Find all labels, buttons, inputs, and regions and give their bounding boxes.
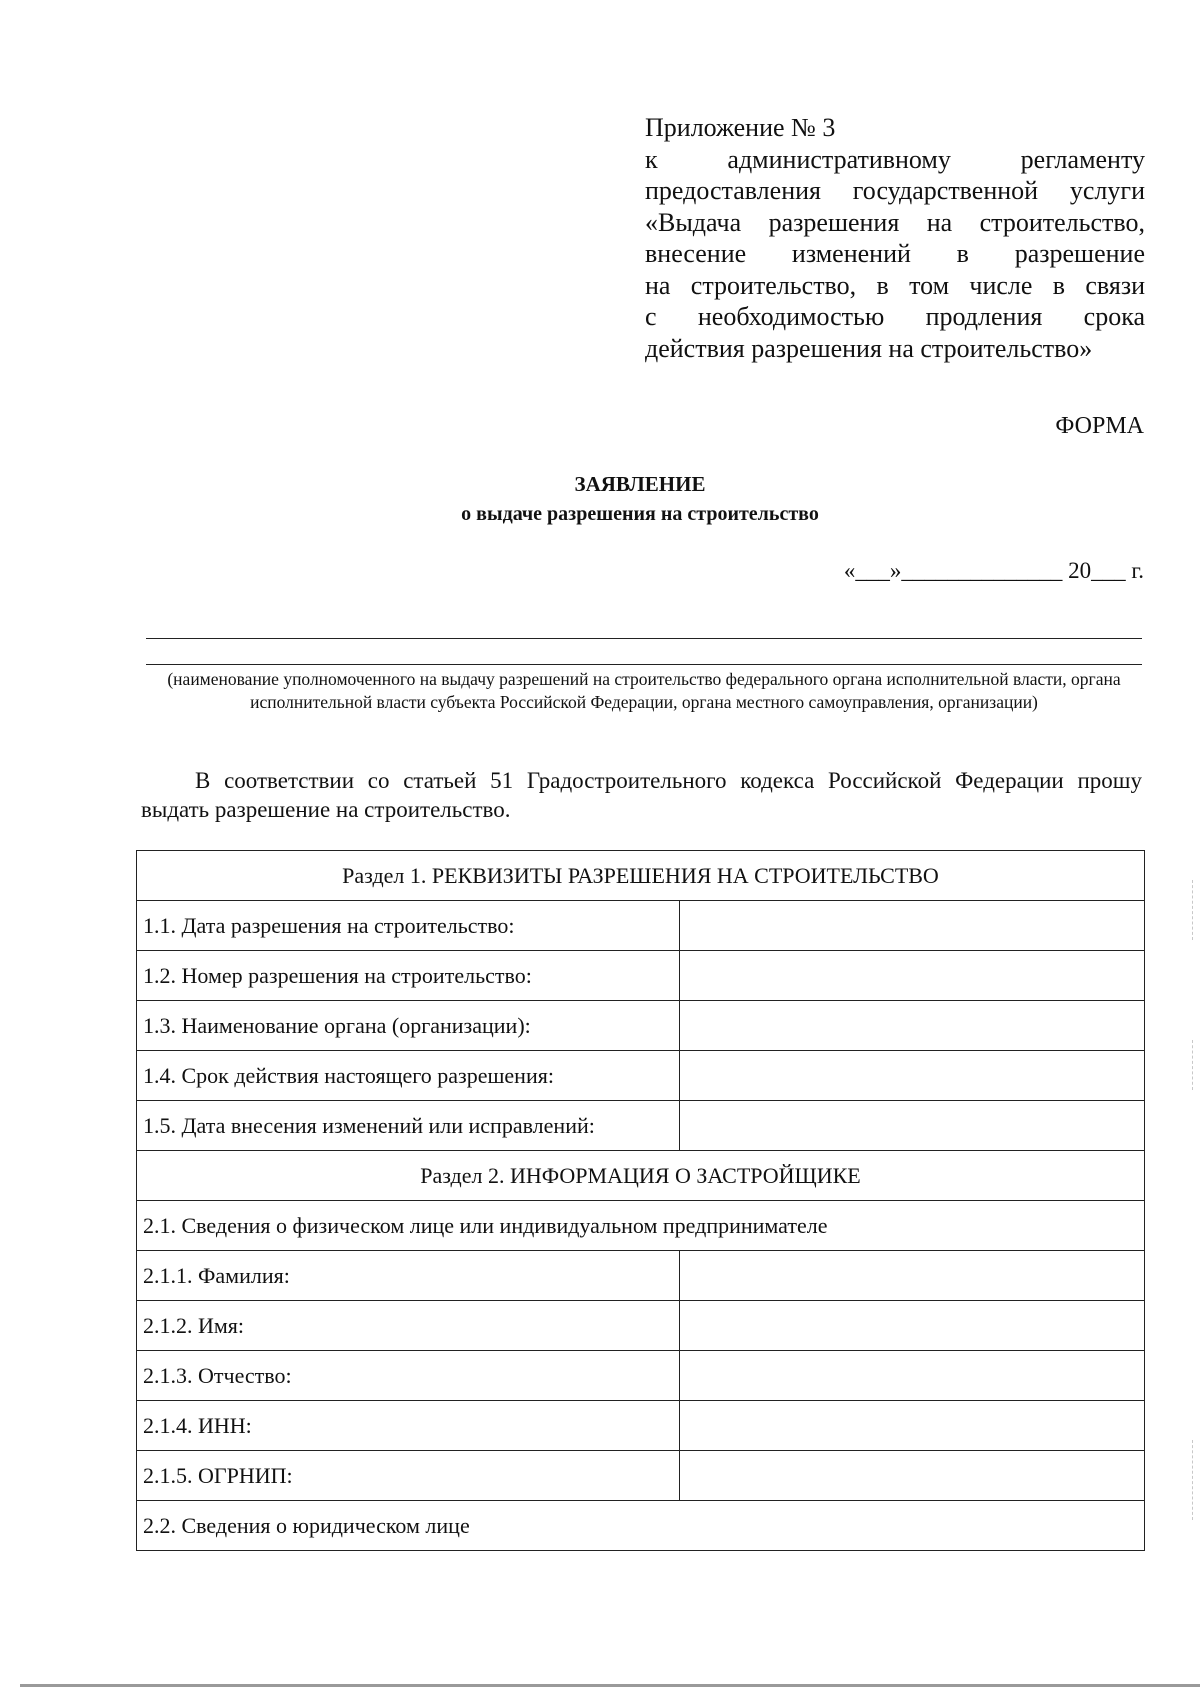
table-row [137, 1301, 1145, 1351]
appendix-line: предоставления государственной услуги [645, 176, 1145, 205]
inn-label: 2.1.4. ИНН: [137, 1401, 680, 1451]
table-row [137, 1401, 1145, 1451]
ogrnip-label: 2.1.5. ОГРНИП: [137, 1451, 680, 1501]
appendix-line: на строительство, в том числе в связи [645, 270, 1145, 300]
appendix-line: действия разрешения на строительство» [645, 333, 1093, 363]
first-name-label: 2.1.2. Имя: [137, 1301, 680, 1351]
table-row [137, 1001, 1145, 1051]
inn-field[interactable] [680, 1401, 1145, 1451]
document-subtitle: о выдаче разрешения на строительство [461, 503, 819, 525]
permit-date-label: 1.1. Дата разрешения на строительство: [137, 901, 680, 951]
table-row [137, 1451, 1145, 1501]
table-row [137, 1151, 1145, 1201]
table-row [137, 1051, 1145, 1101]
legal-entity-subheading: 2.2. Сведения о юридическом лице [137, 1501, 1145, 1551]
appendix-line: с необходимостью продления срока [645, 302, 1145, 331]
section-2-title: Раздел 2. ИНФОРМАЦИЯ О ЗАСТРОЙЩИКЕ [137, 1151, 1145, 1201]
ogrnip-field[interactable] [680, 1451, 1145, 1501]
permit-date-field[interactable] [680, 901, 1145, 951]
table-row [137, 1351, 1145, 1401]
permit-number-field[interactable] [680, 951, 1145, 1001]
scan-edge-mark [1192, 1040, 1194, 1090]
authority-name-line[interactable] [146, 664, 1142, 665]
table-row [137, 1251, 1145, 1301]
authority-label: 1.3. Наименование органа (организации): [137, 1001, 680, 1051]
individual-subheading: 2.1. Сведения о физическом лице или индивидуальном предпринимателе [137, 1201, 1145, 1251]
patronymic-field[interactable] [680, 1351, 1145, 1401]
authority-name-line[interactable] [146, 638, 1142, 639]
section-1-title: Раздел 1. РЕКВИЗИТЫ РАЗРЕШЕНИЯ НА СТРОИТЕЛЬСТВО [137, 851, 1145, 901]
appendix-line: внесение изменений в разрешение [645, 239, 1145, 268]
date-field[interactable]: «___»______________ 20___ г. [843, 558, 1144, 583]
validity-field[interactable] [680, 1051, 1145, 1101]
validity-label: 1.4. Срок действия настоящего разрешения: [137, 1051, 680, 1101]
scan-edge-mark [1192, 880, 1194, 940]
form-label: ФОРМА [1055, 413, 1144, 439]
appendix-number: Приложение № 3 [645, 113, 836, 142]
surname-label: 2.1.1. Фамилия: [137, 1251, 680, 1301]
appendix-line: «Выдача разрешения на строительство, [645, 207, 1145, 237]
table-row [137, 851, 1145, 901]
amendment-date-field[interactable] [680, 1101, 1145, 1151]
scan-edge-mark [1192, 1440, 1194, 1520]
appendix-line: к административному регламенту [645, 144, 1145, 174]
authority-field[interactable] [680, 1001, 1145, 1051]
table-row [137, 1101, 1145, 1151]
table-row [137, 1501, 1145, 1551]
authority-caption: (наименование уполномоченного на выдачу разрешений на строительство федерального органа исполнительной власти, органа исполнительной власти субъекта Российской Федерации, органа местного самоуправления, организации) [167, 669, 1121, 712]
application-table [136, 850, 1145, 1551]
first-name-field[interactable] [680, 1301, 1145, 1351]
amendment-date-label: 1.5. Дата внесения изменений или исправлений: [137, 1101, 680, 1151]
patronymic-label: 2.1.3. Отчество: [137, 1351, 680, 1401]
permit-number-label: 1.2. Номер разрешения на строительство: [137, 951, 680, 1001]
table-row [137, 1201, 1145, 1251]
intro-paragraph: В соответствии со статьей 51 Градостроительного кодекса Российской Федерации прошу выдать разрешение на строительство. [141, 768, 1142, 822]
table-row [137, 901, 1145, 951]
scan-bottom-edge [20, 1684, 1200, 1687]
surname-field[interactable] [680, 1251, 1145, 1301]
appendix-header [645, 112, 1145, 364]
document-title: ЗАЯВЛЕНИЕ [574, 472, 706, 496]
table-row [137, 951, 1145, 1001]
